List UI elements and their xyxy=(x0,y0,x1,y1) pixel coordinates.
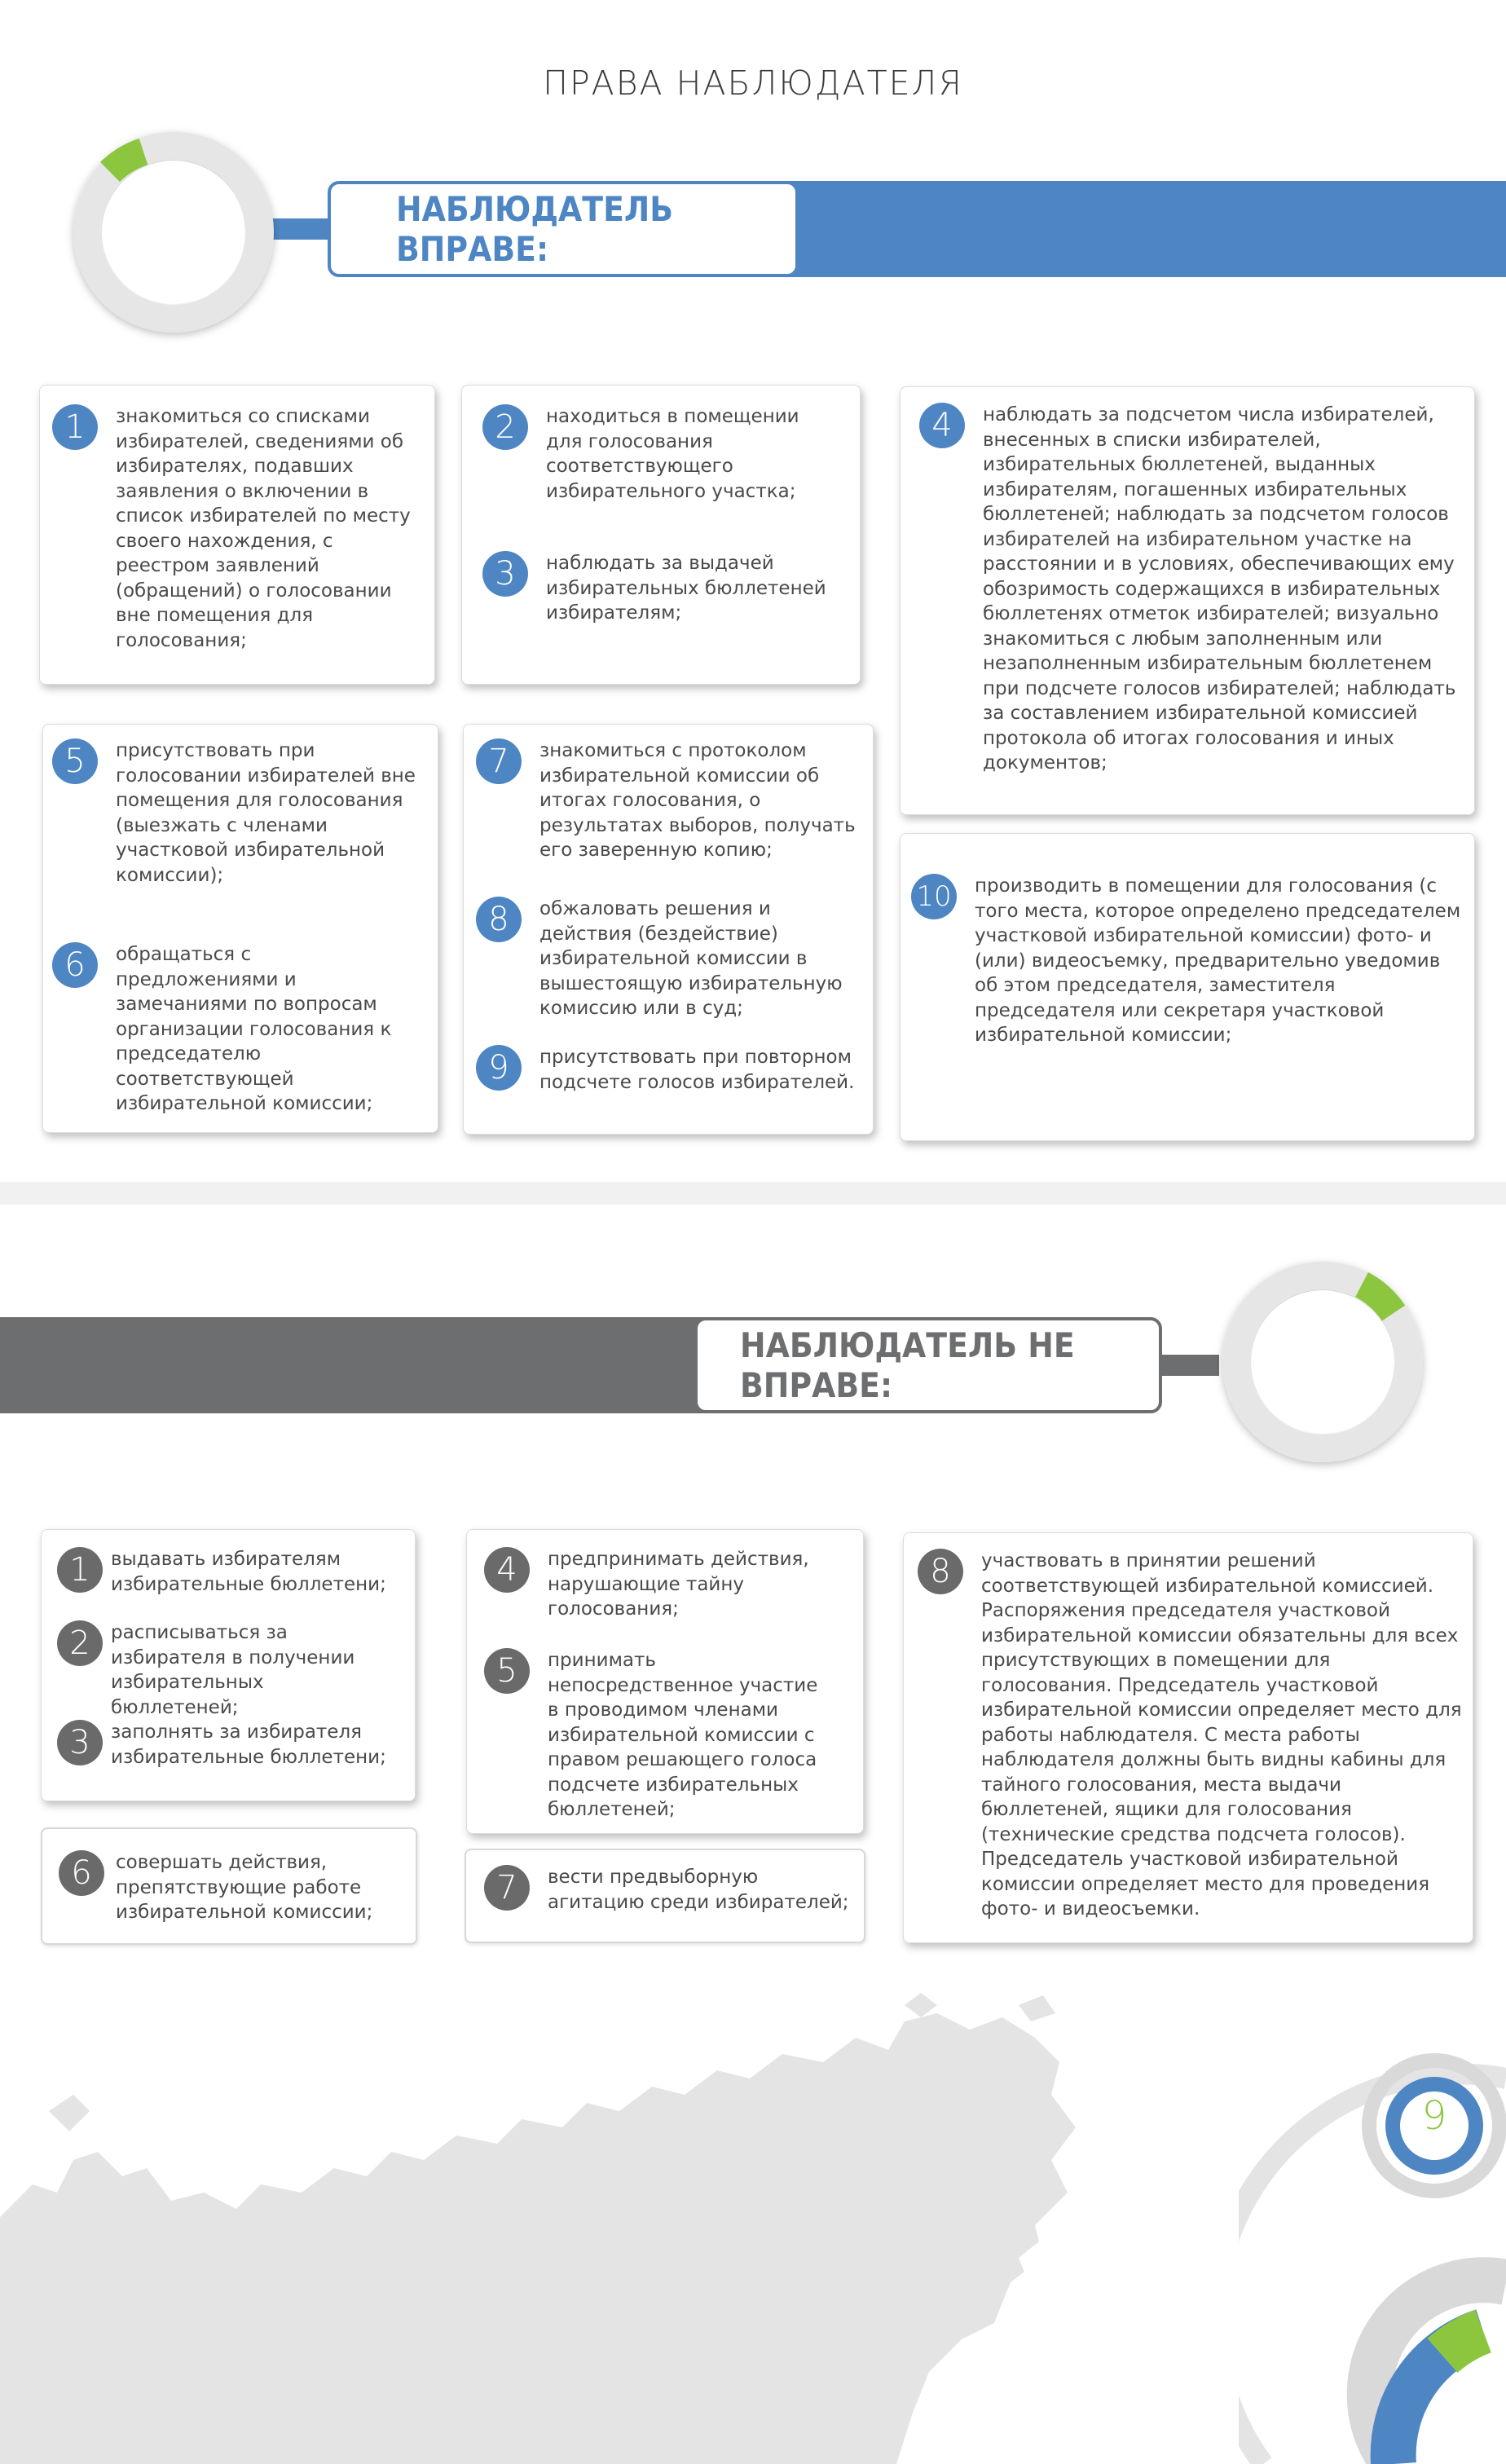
prohibitions-item-3 xyxy=(57,1720,407,1770)
rights-item-5 xyxy=(52,738,419,888)
rights-item-2 xyxy=(482,404,841,504)
prohibitions-connector xyxy=(1154,1355,1219,1376)
number-badge: 1 xyxy=(52,404,98,450)
item-text: участвовать в принятии решений соответствующей избирательной комиссией. Распоряжения председателя участковой избирательной комиссии обязательны для всех присутствующих в помещении для голосования. Председатель участковой избирательной комиссии определяет место для работы наблюдателя. С места работы наблюдателя должны быть видны кабины для тайного голосования, места выдачи бюллетеней, ящики для голосования (технические средства подсчета голосов). Председатель участковой избирательной комиссии определяет место для проведения фото- и видеосъемки. xyxy=(981,1550,1462,1920)
prohibitions-item-5 xyxy=(484,1648,843,1823)
rights-item-10 xyxy=(911,874,1462,1048)
item-text: предпринимать действия, нарушающие тайну голосования; xyxy=(548,1549,809,1620)
item-text: находиться в помещении для голосования соответствующего избирательного участка; xyxy=(546,406,799,502)
number-badge: 5 xyxy=(484,1648,530,1694)
item-text: знакомиться с протоколом избирательной комиссии об итогах голосования, о результатах выборов, получать его заверенную копию; xyxy=(539,740,856,861)
rights-item-6 xyxy=(52,942,419,1117)
prohibitions-item-8 xyxy=(918,1549,1464,1922)
number-badge: 2 xyxy=(57,1620,103,1666)
item-text: присутствовать при повторном подсчете голосов избирателей. xyxy=(539,1047,855,1093)
section-separator xyxy=(0,1182,1506,1205)
rights-banner-bar xyxy=(782,181,1506,277)
ring-decoration-middle xyxy=(1213,1252,1433,1472)
number-badge: 4 xyxy=(484,1547,530,1593)
rights-item-4 xyxy=(919,403,1457,776)
item-text: заполнять за избирателя избирательные бюллетени; xyxy=(111,1721,386,1768)
number-badge: 6 xyxy=(52,942,98,988)
prohibitions-item-7 xyxy=(484,1865,859,1915)
number-badge: 4 xyxy=(919,403,965,448)
item-text: расписываться за избирателя в получении избирательных бюллетеней; xyxy=(111,1622,355,1718)
number-badge: 6 xyxy=(59,1850,104,1896)
prohibitions-banner-title: НАБЛЮДАТЕЛЬ НЕ ВПРАВЕ: xyxy=(740,1325,1075,1405)
rights-item-7 xyxy=(476,738,859,863)
rights-item-1 xyxy=(52,404,411,653)
number-badge: 5 xyxy=(52,738,98,784)
rights-banner-box xyxy=(328,181,799,277)
number-badge: 7 xyxy=(476,738,522,784)
number-badge: 8 xyxy=(476,897,522,942)
number-badge: 8 xyxy=(918,1549,963,1594)
item-text: выдавать избирателям избирательные бюллетени; xyxy=(111,1549,386,1595)
item-text: обжаловать решения и действия (бездействие) избирательной комиссии в вышестоящую избирательную комиссию или в суд; xyxy=(539,898,843,1019)
prohibitions-item-4 xyxy=(484,1547,843,1622)
rights-item-3 xyxy=(482,551,841,626)
prohibitions-item-1 xyxy=(57,1547,407,1597)
number-badge: 3 xyxy=(57,1720,103,1765)
rights-item-8 xyxy=(476,897,859,1021)
number-badge: 10 xyxy=(911,874,957,919)
rights-banner-title: НАБЛЮДАТЕЛЬ ВПРАВЕ: xyxy=(396,189,674,269)
item-text: принимать непосредственное участие в проводимом членами избирательной комиссии с правом решающего голоса подсчете избирательных бюллетеней; xyxy=(548,1650,818,1820)
number-badge: 2 xyxy=(482,404,528,450)
page-title: ПРАВА НАБЛЮДАТЕЛЯ xyxy=(543,64,963,103)
number-badge: 3 xyxy=(482,551,528,597)
prohibitions-item-2 xyxy=(57,1620,407,1720)
rights-item-9 xyxy=(476,1045,859,1095)
ring-decoration-top xyxy=(64,122,284,342)
prohibitions-item-6 xyxy=(59,1850,409,1925)
item-text: присутствовать при голосовании избирателей вне помещения для голосования (выезжать с членами участковой избирательной комиссии); xyxy=(116,740,416,886)
item-text: наблюдать за подсчетом числа избирателей, внесенных в списки избирателей, избирательных бюллетеней, выданных избирателям, погашенных избирательных бюллетеней; наблюдать за подсчетом голосов избирателей на избирательном участке на расстоянии и в условиях, обеспечивающих ему обозримость содержащихся в избирательных бюллетенях отметок избирателей; визуально знакомиться с любым заполненным или незаполненным избирательным бюллетенем при подсчете голосов избирателей; наблюдать за составлением избирательной комиссией протокола об итогах голосования и иных документов; xyxy=(983,404,1456,774)
page-number: 9 xyxy=(1421,2093,1447,2139)
prohibitions-banner-box xyxy=(694,1317,1162,1413)
item-text: обращаться с предложениями и замечаниями по вопросам организации голосования к председателю соответствующей избирательной комиссии; xyxy=(116,944,392,1114)
item-text: наблюдать за выдачей избирательных бюллетеней избирателям; xyxy=(546,553,826,624)
item-text: совершать действия, препятствующие работе избирательной комиссии; xyxy=(116,1852,373,1923)
prohibitions-banner-bar xyxy=(0,1317,709,1413)
item-text: производить в помещении для голосования (с того места, которое определено председателем участковой избирательной комиссии) фото- и (или) видеосъемку, предварительно уведомив об этом председателя, заместителя председателя или секретаря участковой избирательной комиссии; xyxy=(975,875,1461,1046)
item-text: вести предвыборную агитацию среди избирателей; xyxy=(548,1867,849,1913)
number-badge: 1 xyxy=(57,1547,103,1593)
item-text: знакомиться со списками избирателей, сведениями об избирателях, подавших заявления о включении в список избирателей по месту своего нахождения, с реестром заявлений (обращений) о голосовании вне помещения для голосования; xyxy=(116,406,411,651)
number-badge: 7 xyxy=(484,1865,530,1911)
number-badge: 9 xyxy=(476,1045,522,1091)
